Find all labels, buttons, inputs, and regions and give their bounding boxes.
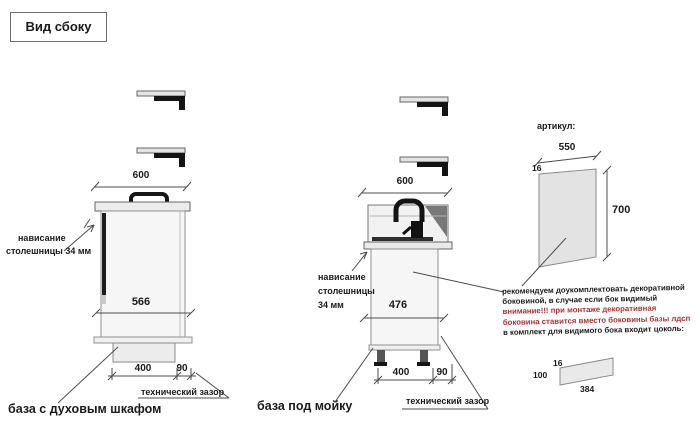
- decorative-side-panel: [539, 169, 596, 267]
- countertop: [95, 202, 190, 211]
- dim-550-label: 550: [558, 142, 576, 153]
- wall-bracket-icon: [400, 157, 448, 176]
- dim-400-label: 400: [134, 363, 152, 374]
- wall-bracket-icon: [137, 148, 185, 167]
- note-line-warning: внимание!!! при монтаже декоративная: [502, 303, 657, 317]
- overhang-label: нависание: [18, 233, 66, 243]
- overhang-label: столешницы 34 мм: [6, 246, 92, 256]
- dimension-line-600: [358, 188, 452, 197]
- plinth-dim-384-label: 384: [580, 384, 595, 394]
- oven-base-name-label: база с духовым шкафом: [8, 402, 162, 416]
- adjustable-legs: [374, 350, 430, 366]
- dimension-line-700: [603, 166, 611, 261]
- overhang-label: 34 мм: [318, 300, 344, 310]
- overhang-leader: [352, 252, 367, 271]
- name-leader: [335, 348, 373, 402]
- sink-base-name-label: база под мойку: [257, 399, 353, 413]
- overhang-label: нависание: [318, 272, 366, 282]
- dim-700-label: 700: [612, 204, 631, 216]
- plinth-strip: [560, 358, 613, 385]
- dim-600-label: 600: [396, 176, 414, 187]
- note-line-warning: боковина ставится вместо боковины базы лдсп: [502, 313, 691, 327]
- wall-bracket-icon: [400, 97, 448, 116]
- tech-gap-label: технический зазор: [141, 387, 225, 397]
- artikul-label: артикул:: [537, 121, 576, 131]
- plinth-dim-100-label: 100: [533, 370, 548, 380]
- dim-566-label: 566: [131, 296, 151, 308]
- wall-bracket-icon: [137, 91, 185, 110]
- note-line: боковиной, в случае если бок видимый: [502, 293, 658, 307]
- cabinet-body: [371, 249, 438, 345]
- dim-16-label: 16: [532, 163, 542, 173]
- plinth: [113, 343, 175, 362]
- sink-base-drawing: [335, 97, 504, 409]
- page-title: Вид сбоку: [10, 12, 107, 42]
- dim-400-label: 400: [392, 367, 410, 378]
- note-line: рекомендуем доукомплектовать декоративной: [502, 282, 685, 296]
- overhang-label: столешницы: [318, 286, 375, 296]
- plinth-dim-16-label: 16: [553, 358, 563, 368]
- dim-90-label: 90: [436, 367, 448, 378]
- name-leader: [58, 347, 118, 403]
- note-text-block: [502, 282, 700, 338]
- tech-gap-label: технический зазор: [406, 396, 490, 406]
- dim-90-label: 90: [176, 363, 188, 374]
- door-edge-strip: [102, 213, 106, 295]
- cabinet-body: [101, 211, 185, 337]
- dimension-line-600: [91, 182, 191, 191]
- note-line: в комплект для видимого бока входит цоколь:: [502, 323, 685, 337]
- dim-600-label: 600: [132, 170, 150, 181]
- countertop: [364, 242, 452, 249]
- dim-476-label: 476: [388, 299, 408, 311]
- dimension-line-550: [534, 151, 601, 167]
- side-panel-part-drawing: [522, 151, 613, 385]
